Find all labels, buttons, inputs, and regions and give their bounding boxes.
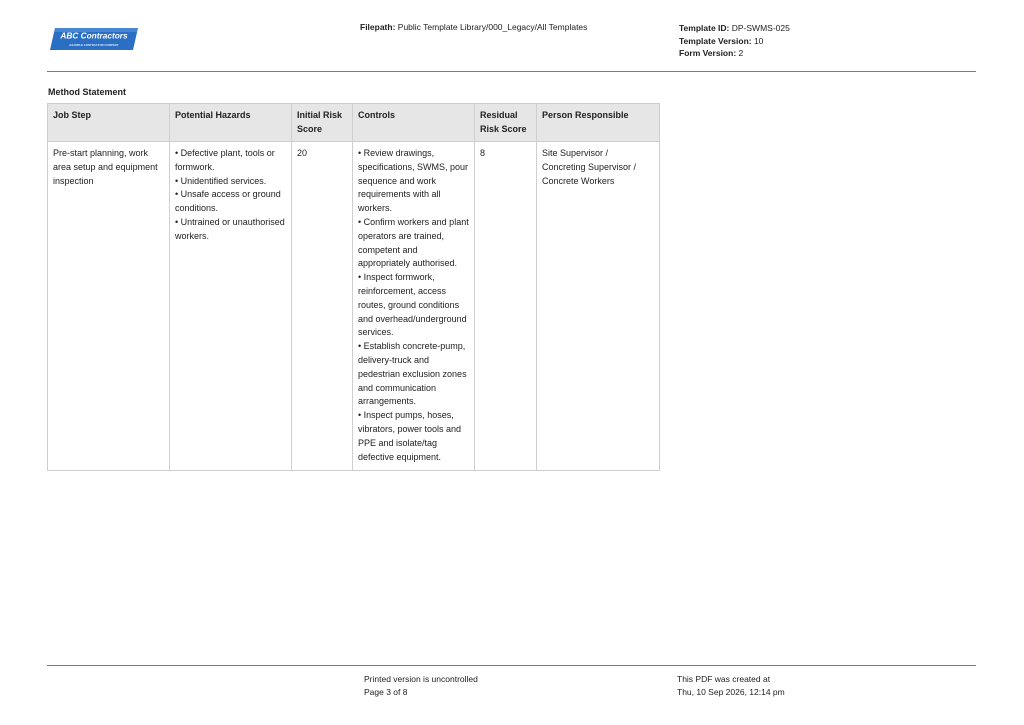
control-item: • Review drawings, specifications, SWMS, pour sequence and work requirements with all workers. bbox=[358, 147, 469, 216]
footer-divider bbox=[47, 665, 976, 666]
footer-page-info bbox=[364, 673, 478, 698]
filepath-value: Public Template Library/000_Legacy/All Templates bbox=[395, 22, 588, 32]
control-item: • Confirm workers and plant operators are trained, competent and appropriately authorised. bbox=[358, 216, 469, 271]
logo-badge bbox=[49, 27, 139, 51]
cell-potential-hazards bbox=[170, 142, 292, 471]
col-header-controls: Controls bbox=[353, 104, 475, 142]
cell-job-step: Pre-start planning, work area setup and equipment inspection bbox=[48, 142, 170, 471]
table-header-row bbox=[48, 104, 660, 142]
hazard-item: • Defective plant, tools or formwork. bbox=[175, 147, 286, 175]
form-version-value: 2 bbox=[736, 48, 744, 58]
uncontrolled-notice: Printed version is uncontrolled bbox=[364, 674, 478, 684]
logo-tagline: EXAMPLE CONTRACTOR COMPANY bbox=[69, 43, 119, 47]
method-statement-table bbox=[47, 103, 660, 471]
created-label: This PDF was created at bbox=[677, 674, 771, 684]
template-id bbox=[679, 22, 790, 35]
header-divider bbox=[47, 71, 976, 72]
header-filepath bbox=[360, 22, 587, 32]
form-version-label: Form Version: bbox=[679, 48, 737, 58]
filepath-label: Filepath: bbox=[360, 22, 396, 32]
cell-residual-risk-score: 8 bbox=[475, 142, 537, 471]
cell-controls bbox=[353, 142, 475, 471]
control-item: • Inspect formwork, reinforcement, access routes, ground conditions and overhead/underground services. bbox=[358, 271, 469, 340]
table-row bbox=[48, 142, 660, 471]
template-version bbox=[679, 35, 790, 48]
logo-name: ABC Contractors bbox=[60, 30, 128, 41]
hazard-item: • Untrained or unauthorised workers. bbox=[175, 216, 286, 244]
page-number: Page 3 of 8 bbox=[364, 686, 408, 697]
template-version-value: 10 bbox=[751, 35, 764, 46]
hazard-item: • Unidentified services. bbox=[175, 175, 286, 189]
col-header-job-step: Job Step bbox=[48, 104, 170, 142]
col-header-potential-hazards: Potential Hazards bbox=[170, 104, 292, 142]
section-title: Method Statement bbox=[48, 87, 127, 97]
col-header-initial-risk-score: Initial Risk Score bbox=[292, 104, 353, 142]
control-item: • Establish concrete-pump, delivery-truck and pedestrian exclusion zones and communication arrangements. bbox=[358, 340, 469, 409]
form-version bbox=[679, 47, 790, 60]
cell-initial-risk-score: 20 bbox=[292, 142, 353, 471]
hazard-item: • Unsafe access or ground conditions. bbox=[175, 188, 286, 216]
cell-person-responsible: Site Supervisor / Concreting Supervisor / Concrete Workers bbox=[537, 142, 660, 471]
footer-created-info bbox=[677, 673, 785, 698]
company-logo bbox=[49, 27, 137, 50]
header-template-meta bbox=[679, 22, 790, 60]
col-header-person-responsible: Person Responsible bbox=[537, 104, 660, 142]
control-item: • Inspect pumps, hoses, vibrators, power tools and PPE and isolate/tag defective equipment. bbox=[358, 409, 469, 464]
template-id-value: DP-SWMS-025 bbox=[729, 23, 790, 33]
created-timestamp: Thu, 10 Sep 2026, 12:14 pm bbox=[677, 686, 785, 697]
col-header-residual-risk-score: Residual Risk Score bbox=[475, 104, 537, 142]
template-id-label: Template ID: bbox=[679, 23, 730, 33]
template-version-label: Template Version: bbox=[679, 35, 752, 46]
